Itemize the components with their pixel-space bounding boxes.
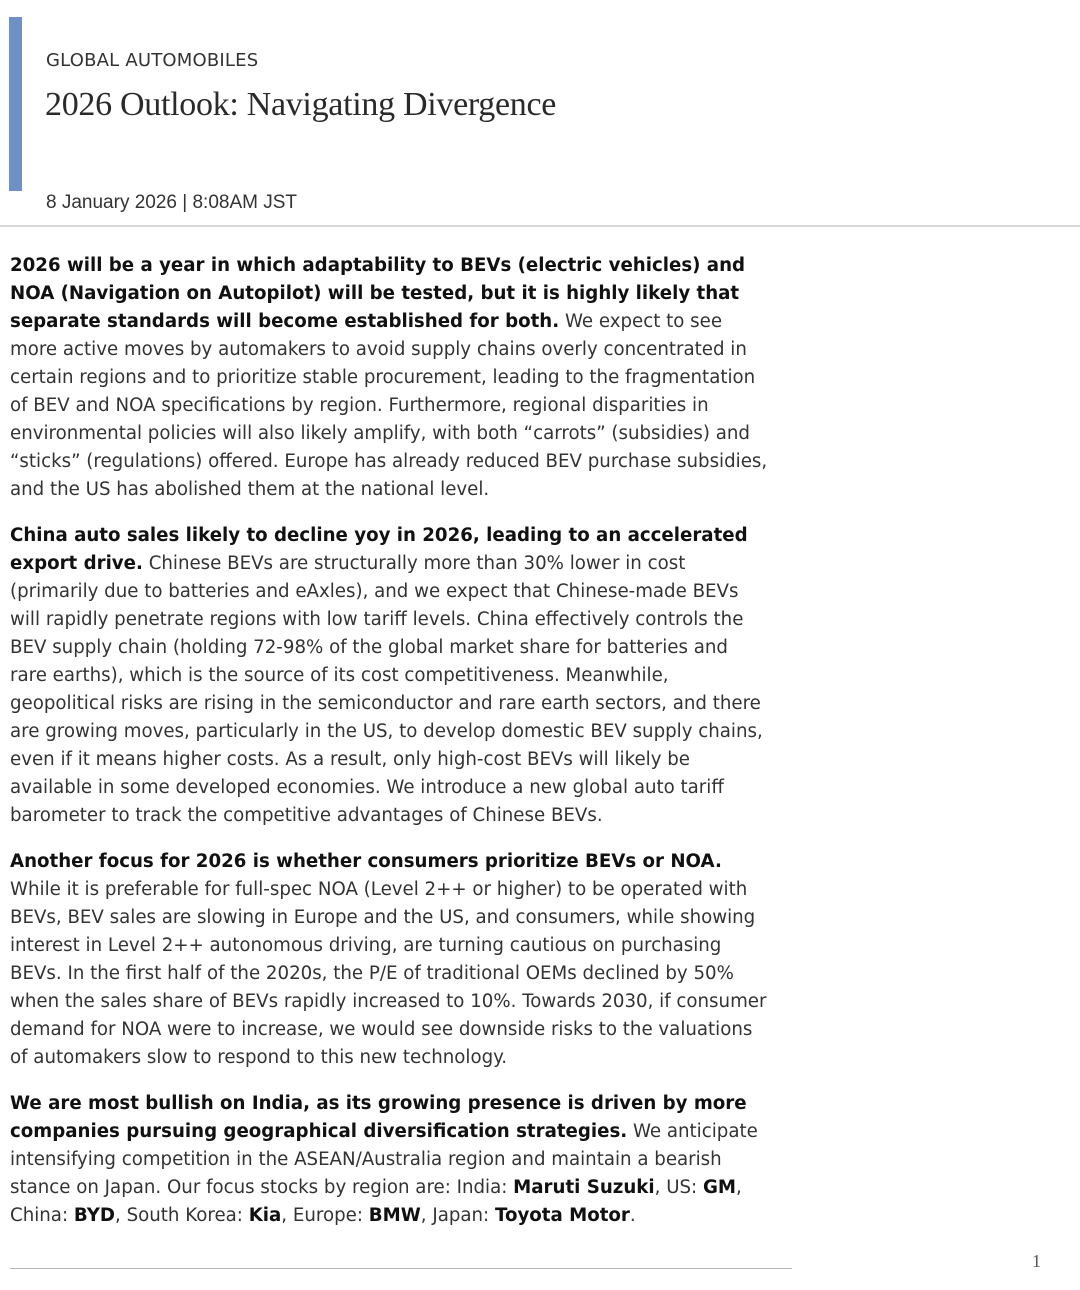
paragraph-china [10, 522, 770, 830]
stock-us: GM [702, 1177, 737, 1198]
paragraph-text: We anticipate intensifying competition in the ASEAN/Australia region and maintain a bearish stance on Japan. Our focus stocks by region are: India: [10, 1121, 758, 1198]
accent-bar [9, 17, 22, 191]
stock-japan: Toyota Motor [494, 1205, 630, 1226]
page-number: 1 [1032, 1251, 1041, 1271]
separator-text: , China: [10, 1177, 742, 1226]
footer-divider [10, 1268, 792, 1269]
paragraph-text: While it is preferable for full-spec NOA (Level 2++ or higher) to be operated with BEVs, BEV sales are slowing in Europe and the US, and consumers, while showing interest in Level 2++ autonomous driving, are turning cautious on purchasing BEVs. In the first half of the 2020s, the P/E of traditional OEMs declined by 50% when the sales share of BEVs rapidly increased to 10%. Towards 2030, if consumer demand for NOA were to increase, we would see downside risks to the valuations of automakers slow to respond to this new technology. [10, 879, 767, 1068]
stock-india: Maruti Suzuki [513, 1177, 655, 1198]
separator-text: , Europe: [281, 1205, 369, 1226]
stock-china: BYD [73, 1205, 116, 1226]
stock-europe: BMW [368, 1205, 421, 1226]
report-category: GLOBAL AUTOMOBILES [46, 50, 259, 71]
report-body [10, 252, 770, 1248]
paragraph-lead: Another focus for 2026 is whether consumers prioritize BEVs or NOA. [10, 851, 722, 872]
report-title: 2026 Outlook: Navigating Divergence [45, 86, 557, 123]
paragraph-text: Chinese BEVs are structurally more than 30% lower in cost (primarily due to batteries and eAxles), and we expect that Chinese-made BEVs will rapidly penetrate regions with low tariff levels. China effectively controls the BEV supply chain (holding 72-98% of the global market share for batteries and rare earths), which is the source of its cost competitiveness. Meanwhile, geopolitical risks are rising in the semiconductor and rare earth sectors, and there are growing moves, particularly in the US, to develop domestic BEV supply chains, even if it means higher costs. As a result, only high-cost BEVs will likely be available in some developed economies. We introduce a new global auto tariff barometer to track the competitive advantages of Chinese BEVs. [10, 553, 763, 826]
separator-text: . [629, 1205, 636, 1226]
stock-korea: Kia [248, 1205, 282, 1226]
paragraph-text: We expect to see more active moves by automakers to avoid supply chains overly concentrated in certain regions and to prioritize stable procurement, leading to the fragmentation of BEV and NOA specifications by region. Furthermore, regional disparities in environmental policies will also likely amplify, with both “carrots” (subsidies) and “sticks” (regulations) offered. Europe has already reduced BEV purchase subsidies, and the US has abolished them at the national level. [10, 311, 768, 500]
separator-text: , South Korea: [115, 1205, 249, 1226]
paragraph-lead: China auto sales likely to decline yoy in 2026, leading to an accelerated export drive. [10, 525, 748, 574]
separator-text: , US: [654, 1177, 703, 1198]
report-date: 8 January 2026 | 8:08AM JST [46, 192, 298, 213]
paragraph-consumers [10, 848, 770, 1072]
separator-text: , Japan: [420, 1205, 495, 1226]
paragraph-india [10, 1090, 770, 1230]
paragraph-bev-noa [10, 252, 770, 504]
header-divider [0, 225, 1080, 227]
paragraph-lead: 2026 will be a year in which adaptability to BEVs (electric vehicles) and NOA (Navigation on Autopilot) will be tested, but it is highly likely that separate standards will become established for both. [10, 255, 746, 332]
paragraph-lead: We are most bullish on India, as its growing presence is driven by more companies pursuing geographical diversification strategies. [10, 1093, 747, 1142]
